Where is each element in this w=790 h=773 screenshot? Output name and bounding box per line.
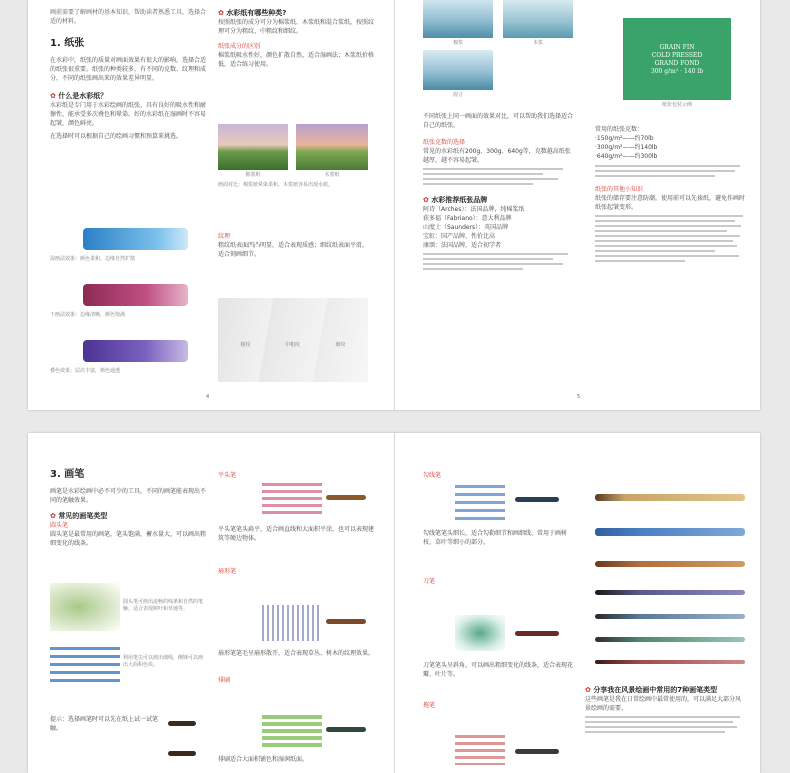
page-number-4: 4 (206, 394, 210, 400)
brand-title: ✿ 水彩推荐纸张品牌 (423, 196, 488, 204)
pad-line-4: 300 g/m² · 140 lb (650, 68, 704, 75)
paper-pad-image (623, 18, 731, 100)
flat-brush-strokes (262, 483, 322, 517)
page-6 (28, 433, 394, 773)
brush-photo-3 (595, 561, 745, 567)
top-spread (28, 0, 760, 410)
tip1-tag: 纸张成分的区别 (218, 43, 261, 50)
landscape-cap-1: 棉浆 (452, 40, 463, 46)
brush-photo-4 (595, 590, 745, 595)
mop-brush-2 (168, 751, 196, 756)
section-title-paper: 1. 纸张 (50, 38, 85, 49)
tip2-body: 粗纹纸表面凹凸明显，适合表现质感；细纹纸表面平滑，适合刻画细节。 (218, 242, 369, 258)
swatch-purple (83, 340, 188, 362)
texture-samples (218, 298, 368, 382)
brand-item-4: 宝虹：国产品牌，性价比高 (423, 233, 496, 240)
wash-brush-strokes (262, 715, 322, 747)
page-5 (395, 0, 760, 410)
brush-photo-2 (595, 528, 745, 536)
share-title: ✿ 分享我在风景绘画中常用的7种画笔类型 (585, 686, 718, 694)
section-body-brush: 画笔是水彩绘画中必不可少的工具，不同的画笔能表现出不同的笔触效果。 (50, 488, 207, 504)
dagger-brush (515, 631, 559, 636)
weight-line-1: 常用的纸张克数： (595, 126, 644, 133)
brush-types-title-text: 常见的画笔类型 (58, 512, 108, 520)
tag-flat-body: 平头笔笔头扁平，适合画直线和大面积平涂，也可以表现建筑等硬边物体。 (218, 526, 375, 542)
brush-photo-1 (595, 494, 745, 501)
section-title-brush: 3. 画笔 (50, 469, 85, 480)
liner-strokes (455, 485, 505, 523)
swatch-magenta (83, 284, 188, 306)
swatch-cap-1: 湿画法效果：颜色柔和，边缘自然扩散 (50, 256, 136, 262)
page-7 (395, 433, 760, 773)
page-number-5: 5 (577, 394, 581, 400)
misc-body: 纸张的储存要注意防潮，使用前可以先裱纸，避免作画时纸张起皱变形。 (595, 195, 746, 211)
dagger-strokes (455, 615, 505, 651)
landscape-cap-3: 混合 (452, 92, 463, 98)
tag-wash: 排刷 (218, 677, 231, 684)
round-cap-2: 利用笔尖可以画出细线，侧锋可以画出大面积色块。 (123, 655, 204, 668)
top-right-body1: 不同纸张上同一画面的效果对比，可以帮助我们选择适合自己的纸张。 (423, 113, 574, 129)
brand-title-text: 水彩推荐纸张品牌 (431, 196, 488, 204)
wash-brush (326, 727, 366, 732)
wood-paper-sample (296, 124, 368, 170)
landscape-1 (423, 0, 493, 38)
swatch-cap-3: 叠色效果：层次丰富，颜色通透 (50, 368, 121, 374)
mop-brush-1 (168, 721, 196, 726)
brand-item-1: 阿诗（Arches）：法国品牌，纯棉浆纸 (423, 206, 525, 213)
tip2-tag: 纹理 (218, 233, 231, 240)
weight-tip-tag: 纸张克数的选择 (423, 139, 466, 146)
texture-cap-rough: 粗纹 (240, 342, 251, 348)
tag-dagger: 刀笔 (423, 578, 436, 585)
tag-round-body: 圆头笔是最常用的画笔，笔头饱满，蓄水量大，可以画出粗细变化的线条。 (50, 531, 207, 547)
pad-line-3: GRAND FOND (654, 60, 700, 67)
cotton-paper-sample (218, 124, 288, 170)
paper-types-title-text: 水彩纸有哪些种类? (226, 9, 287, 17)
weight-line-2: ·150g/m²——约70lb (595, 135, 654, 142)
liner-brush (515, 497, 559, 502)
weight-line-3: ·300g/m²——约140lb (595, 144, 658, 151)
tag-fan: 扇形笔 (218, 568, 237, 575)
brand-item-3: 山度士（Saunders）：英国品牌 (423, 224, 509, 231)
brand-item-2: 获多福（Fabriano）：意大利品牌 (423, 215, 512, 222)
page-4 (28, 0, 394, 410)
landscape-2 (503, 0, 573, 38)
flat-brush (326, 495, 366, 500)
brush-photo-6 (595, 637, 745, 642)
q1-tail: 在选择时可以根据自己的绘画习惯和预算来挑选。 (50, 133, 183, 140)
tag-liner: 勾线笔 (423, 472, 442, 479)
round-brush-lines (50, 647, 120, 687)
rigger-brush (515, 749, 559, 754)
q1-title-text: 什么是水彩纸？ (58, 92, 108, 100)
swatch-blue (83, 228, 188, 250)
fan-brush (326, 619, 366, 624)
weight-tip-body: 常见的水彩纸有200g、300g、640g等，克数越高纸张越厚，越不容易起皱。 (423, 148, 571, 164)
tip1-body: 棉浆纸吸水性好，颜色扩散自然，适合湿画法；木浆纸价格低，适合练习使用。 (218, 52, 375, 68)
tag-round: 圆头笔 (50, 522, 69, 529)
rigger-strokes (455, 735, 505, 765)
intro-text: 画前需要了解画材的基本知识，帮助读者熟悉工具，选择合适的材料。 (50, 9, 207, 25)
round-cap-1: 圆头笔可画出流畅的线条和自然的笔触，适合表现树叶和草地等。 (123, 599, 204, 612)
brush-photo-7 (595, 660, 745, 664)
paper-types-title: ✿ 水彩纸有哪些种类? (218, 9, 287, 17)
swatch-cap-2: 干画法效果：边缘清晰，颜色饱满 (50, 312, 126, 318)
share-body: 这些画笔是我在日常绘画中最常使用的，可以满足大部分风景绘画的需要。 (585, 696, 742, 712)
brush-types-title: ✿ 常见的画笔类型 (50, 512, 108, 520)
fan-brush-strokes (262, 605, 322, 641)
texture-cap-fine: 细纹 (335, 342, 346, 348)
misc-title: 纸张的其他小知识 (595, 186, 644, 193)
landscape-cap-2: 木浆 (532, 40, 543, 46)
brush-photo-5 (595, 614, 745, 619)
pad-caption: 纸张包装示例 (661, 102, 692, 108)
tag-wash-body: 排刷适合大面积铺色和湿润纸面。 (218, 756, 309, 763)
bottom-spread (28, 433, 760, 773)
q1-title: ✿ 什么是水彩纸？ (50, 92, 108, 100)
img-notes: 画面对比：棉浆纸晕染柔和，木浆纸容易出现水痕。 (218, 182, 334, 188)
paper-types-body: 按照纸张的成分可分为棉浆纸、木浆纸和混合浆纸，按照纹理可分为粗纹、中粗纹和细纹。 (218, 19, 375, 35)
q1-body: 水彩纸是专门用于水彩绘画的纸张，具有良好的吸水性和耐擦性，能承受多次叠色和晕染。好的水彩纸在湿画时不容易起皱，颜色鲜亮。 (50, 102, 207, 127)
brush-note: 提示：选择画笔时可以先在纸上试一试笔触。 (50, 716, 159, 732)
section-body-paper: 在水彩中，纸张的质量对画面效果有很大的影响，选择合适的纸张很重要。纸张的种类较多，有不同的克数、纹理和成分，不同的纸张画出来的效果差异明显。 (50, 57, 207, 82)
tag-flat: 平头笔 (218, 472, 237, 479)
pad-line-1: GRAIN FIN (659, 44, 695, 51)
tag-liner-body: 勾线笔笔头细长，适合勾勒细节和画细线，常用于画树枝、草叶等细小的部分。 (423, 530, 568, 546)
tag-fan-body: 扇形笔笔毛呈扇形散开，适合表现草丛、树木的纹理效果。 (218, 650, 375, 657)
texture-cap-medium: 中粗纹 (284, 342, 300, 348)
tag-dagger-body: 刀笔笔头呈斜角，可以画出粗细变化的线条，适合表现花瓣、叶片等。 (423, 662, 574, 678)
landscape-3 (423, 50, 493, 90)
img-cap-cotton: 棉浆纸 (245, 172, 261, 178)
weight-line-4: ·640g/m²——约300lb (595, 153, 658, 160)
round-brush-strokes (50, 583, 120, 631)
share-title-text: 分享我在风景绘画中常用的7种画笔类型 (593, 686, 718, 694)
brand-item-5: 康颂：法国品牌，适合初学者 (423, 242, 502, 249)
tag-rigger: 拖笔 (423, 702, 436, 709)
pad-line-2: COLD PRESSED (651, 52, 703, 59)
img-cap-wood: 木浆纸 (324, 172, 340, 178)
